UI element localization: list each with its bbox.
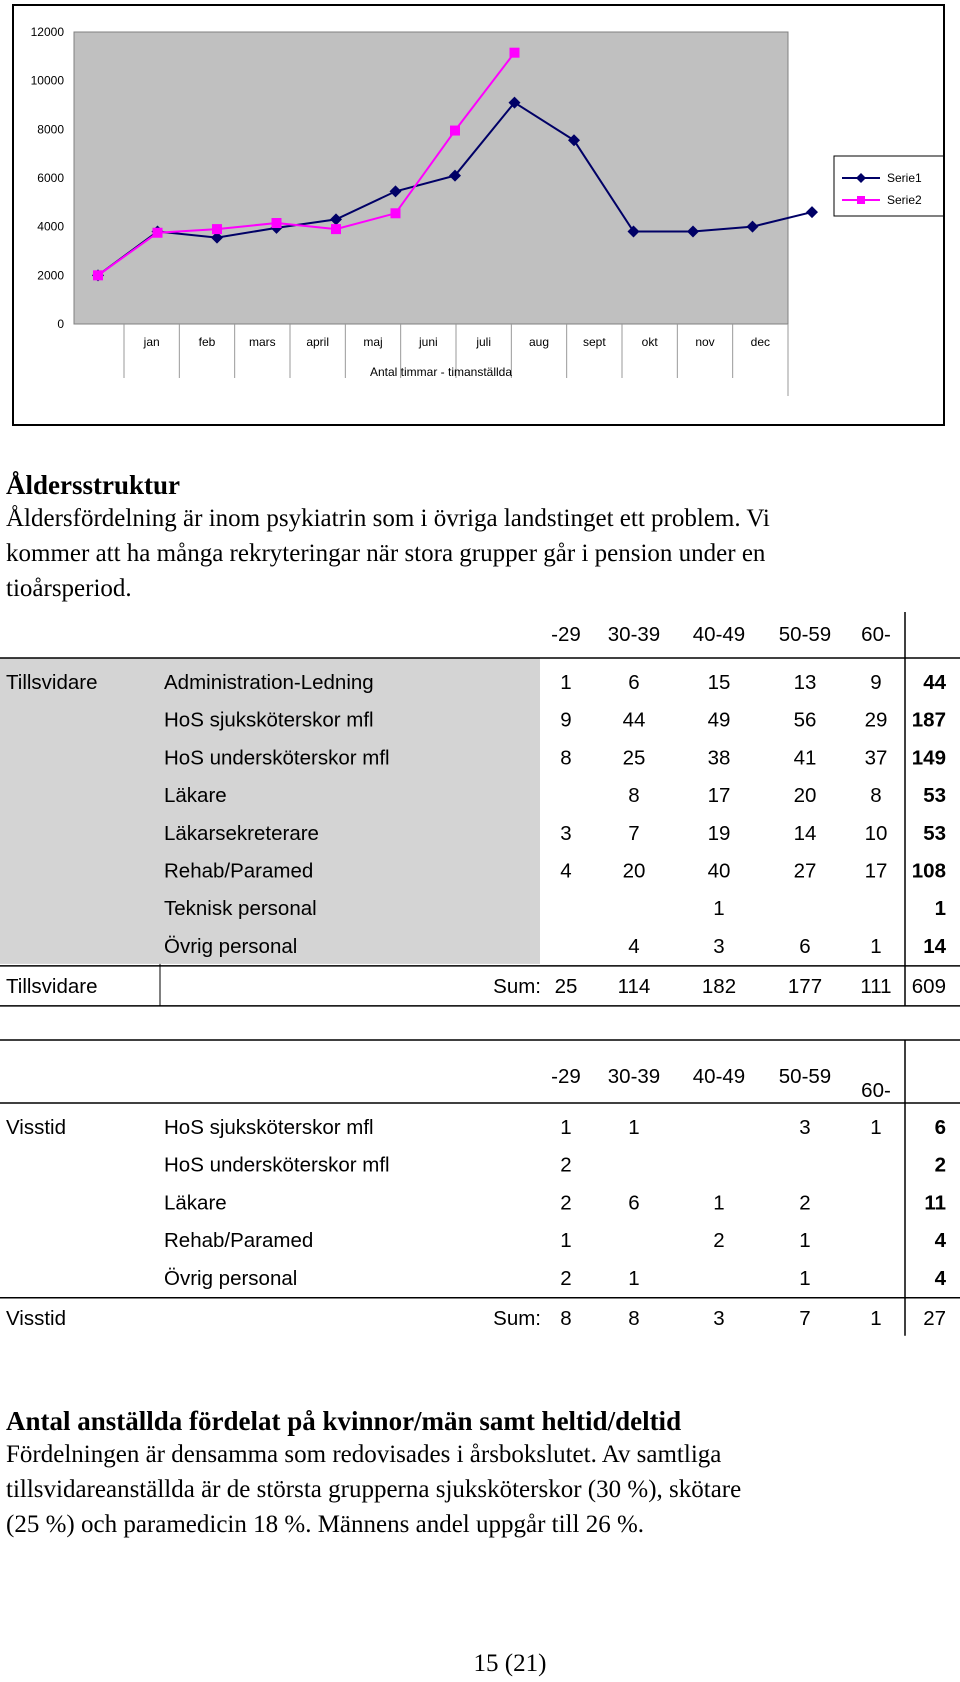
cell-value: 25: [622, 746, 646, 770]
cell-value: 13: [793, 671, 817, 694]
cell-value: 2: [799, 1191, 811, 1215]
cell-value: 1: [560, 1116, 572, 1139]
x-tick-label: maj: [363, 335, 383, 349]
data-point: [331, 224, 341, 234]
x-tick-label: juni: [418, 335, 438, 349]
data-point: [450, 126, 460, 136]
sum-value: 177: [787, 974, 823, 998]
row-total: 4: [934, 1229, 946, 1253]
data-point: [272, 218, 282, 228]
cell-value: 3: [560, 821, 572, 845]
row-total: 14: [923, 934, 946, 958]
cell-value: 15: [707, 671, 731, 694]
data-point: [806, 206, 818, 218]
y-tick-label: 2000: [37, 268, 64, 283]
row-total: 187: [911, 708, 946, 732]
cell-value: 8: [628, 784, 640, 808]
sum-value: 3: [713, 1306, 725, 1330]
row-label: Läkare: [164, 1191, 227, 1215]
cell-value: 29: [864, 708, 888, 732]
cell-value: 6: [799, 934, 811, 958]
age-table-visstid: [0, 1035, 960, 1345]
cell-value: 9: [560, 708, 572, 732]
cell-value: 20: [793, 784, 817, 808]
cell-value: 41: [793, 746, 817, 770]
y-tick-label: 4000: [37, 219, 64, 234]
row-total: 1: [934, 897, 946, 921]
cell-value: 40: [707, 859, 731, 883]
data-point: [391, 208, 401, 218]
data-point: [212, 224, 222, 234]
cell-value: 2: [560, 1266, 572, 1290]
column-header: 30-39: [607, 623, 661, 646]
x-axis-title: Antal timmar - timanställda: [369, 365, 513, 379]
cell-value: 3: [799, 1116, 811, 1139]
row-label: Teknisk personal: [164, 897, 317, 921]
row-label: HoS sjuksköterskor mfl: [164, 708, 374, 732]
column-header: -29: [551, 1065, 581, 1088]
cell-value: 1: [799, 1266, 811, 1290]
cell-value: 49: [707, 708, 731, 732]
sum-value: 8: [628, 1306, 640, 1330]
cell-value: 10: [864, 821, 888, 845]
cell-value: 37: [864, 746, 888, 770]
paragraph-line: Åldersfördelning är inom psykiatrin som i övriga landstinget ett problem. Vi: [6, 505, 770, 532]
column-header: 50-59: [778, 1065, 832, 1088]
row-total: 149: [911, 746, 946, 770]
cell-value: 56: [793, 708, 817, 732]
x-tick-label: okt: [641, 335, 658, 349]
cell-value: 2: [560, 1191, 572, 1215]
y-tick-label: 0: [57, 317, 64, 331]
column-header: -29: [551, 623, 581, 646]
x-tick-label: sept: [582, 335, 606, 349]
column-header: 40-49: [692, 1065, 746, 1088]
legend-label: Serie1: [887, 171, 922, 185]
cell-value: 1: [713, 1191, 725, 1215]
cell-value: 9: [870, 671, 882, 694]
legend-box: [834, 156, 943, 216]
cell-value: 1: [628, 1116, 640, 1139]
row-total: 44: [923, 671, 946, 694]
row-label: Läkare: [164, 784, 227, 808]
cell-value: 17: [707, 784, 731, 808]
y-tick-label: 8000: [37, 122, 64, 137]
x-tick-label: april: [306, 335, 330, 349]
cell-value: 1: [870, 934, 882, 958]
cell-value: 2: [560, 1153, 572, 1177]
cell-value: 44: [622, 708, 646, 732]
data-point: [510, 48, 520, 58]
cell-value: 6: [628, 671, 640, 694]
row-total: 4: [934, 1266, 946, 1290]
column-header: 30-39: [607, 1065, 661, 1088]
row-label: HoS undersköterskor mfl: [164, 746, 390, 770]
y-tick-label: 12000: [30, 25, 64, 39]
section-title: Åldersstruktur: [6, 470, 180, 500]
cell-value: 4: [628, 934, 640, 958]
group-label: Visstid: [6, 1116, 67, 1139]
cell-value: 38: [707, 746, 731, 770]
column-header: 60-: [861, 1079, 891, 1102]
paragraph-line: tioårsperiod.: [6, 575, 132, 602]
row-label: Administration-Ledning: [164, 671, 374, 694]
cell-value: 14: [793, 821, 817, 845]
y-tick-label: 6000: [37, 171, 64, 185]
row-label: Rehab/Paramed: [164, 1229, 314, 1253]
cell-value: 1: [870, 1116, 882, 1139]
cell-value: 20: [622, 859, 646, 883]
row-total: 53: [923, 784, 946, 808]
sum-total: 609: [911, 974, 946, 998]
chart-svg: [14, 6, 943, 424]
age-table-tillsvidare: [0, 600, 960, 1020]
sum-total: 27: [923, 1306, 946, 1330]
cell-value: 2: [713, 1229, 725, 1253]
sum-value: 8: [560, 1306, 572, 1330]
cell-value: 3: [713, 934, 725, 958]
sum-label: Sum:: [493, 1306, 541, 1330]
row-label: Läkarsekreterare: [164, 821, 319, 845]
section-paragraph: [6, 1437, 951, 1542]
x-tick-label: juli: [476, 335, 492, 349]
row-total: 2: [934, 1153, 946, 1177]
cell-value: 1: [628, 1266, 640, 1290]
x-tick-label: dec: [750, 335, 771, 349]
data-point: [93, 270, 103, 280]
cell-value: 6: [628, 1191, 640, 1215]
y-tick-label: 10000: [30, 73, 64, 88]
sum-value: 182: [701, 974, 737, 998]
row-label: HoS sjuksköterskor mfl: [164, 1116, 374, 1139]
paragraph-line: tillsvidareanställda är de största grupperna sjuksköterskor (30 %), skötare: [6, 1476, 742, 1503]
cell-value: 17: [864, 859, 888, 883]
x-tick-label: aug: [528, 335, 550, 349]
row-total: 11: [924, 1191, 946, 1215]
row-label: HoS undersköterskor mfl: [164, 1153, 390, 1177]
section-aldersstruktur: [6, 470, 951, 606]
cell-value: 1: [560, 671, 572, 694]
cell-value: 27: [793, 859, 817, 883]
row-label: Rehab/Paramed: [164, 859, 314, 883]
cell-value: 1: [799, 1229, 811, 1253]
cell-value: 7: [628, 821, 640, 845]
column-header: 50-59: [778, 623, 832, 646]
row-total: 108: [911, 859, 946, 883]
sum-value: 1: [870, 1306, 882, 1330]
x-tick-label: mars: [248, 335, 276, 349]
x-tick-label: jan: [143, 335, 160, 349]
sum-value: 114: [617, 974, 651, 998]
cell-value: 8: [870, 784, 882, 808]
line-chart: [12, 4, 945, 426]
data-point: [153, 228, 163, 238]
legend-label: Serie2: [887, 193, 922, 207]
section-kon-fordelning: [6, 1406, 951, 1542]
legend-marker: [857, 196, 865, 204]
cell-value: 8: [560, 746, 572, 770]
row-total: 53: [923, 821, 946, 845]
column-header: 60-: [861, 623, 891, 646]
cell-value: 1: [560, 1229, 572, 1253]
column-header: 40-49: [692, 623, 746, 646]
sum-value: 25: [554, 974, 578, 998]
row-label: Övrig personal: [164, 1266, 298, 1290]
cell-value: 4: [560, 859, 572, 883]
paragraph-line: (25 %) och paramedicin 18 %. Männens andel uppgår till 26 %.: [6, 1511, 645, 1538]
row-total: 6: [934, 1116, 946, 1139]
section-paragraph: [6, 501, 951, 606]
paragraph-line: Fördelningen är densamma som redovisades i årsbokslutet. Av samtliga: [6, 1441, 722, 1468]
cell-value: 19: [707, 821, 731, 845]
sum-value: 7: [799, 1306, 811, 1330]
page-number: 15 (21): [473, 1650, 547, 1677]
paragraph-line: kommer att ha många rekryteringar när stora grupper går i pension under en: [6, 540, 766, 567]
group-label: Tillsvidare: [6, 974, 98, 998]
cell-value: 1: [713, 897, 725, 921]
chart-legend: [834, 156, 943, 216]
plot-area: [74, 32, 788, 324]
x-tick-label: nov: [695, 335, 715, 349]
sum-label: Sum:: [493, 974, 541, 998]
sum-value: 111: [860, 974, 892, 998]
group-label: Tillsvidare: [6, 671, 98, 694]
x-tick-label: feb: [198, 335, 216, 349]
row-label: Övrig personal: [164, 934, 298, 958]
section-title: Antal anställda fördelat på kvinnor/män samt heltid/deltid: [6, 1406, 682, 1436]
group-label: Visstid: [6, 1306, 67, 1330]
